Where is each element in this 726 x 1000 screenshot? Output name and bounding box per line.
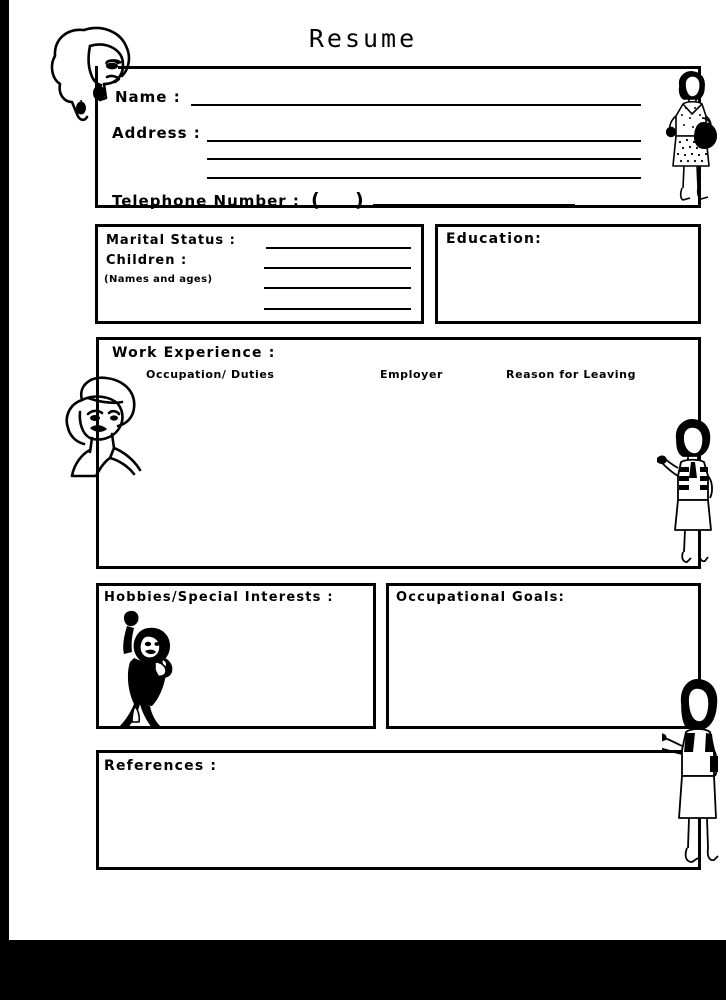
address-input-line-3[interactable]: [207, 177, 641, 179]
children-input-line-3[interactable]: [264, 308, 411, 310]
children-label: Children :: [106, 253, 188, 268]
scan-edge-left: [0, 0, 9, 940]
work-column-occupation-duties: Occupation/ Duties: [146, 368, 275, 381]
marital-status-label: Marital Status :: [106, 233, 236, 248]
address-label: Address :: [112, 124, 201, 142]
references-label: References :: [104, 758, 218, 774]
marital-status-input-line[interactable]: [266, 247, 411, 249]
name-input-line[interactable]: [191, 104, 641, 106]
children-note: (Names and ages): [104, 274, 213, 285]
woman-waving-icon: [655, 418, 719, 566]
work-experience-label: Work Experience :: [112, 345, 276, 361]
work-column-employer: Employer: [380, 368, 444, 381]
woman-head-collar-icon: [52, 372, 152, 490]
woman-face-profile-icon: [44, 22, 140, 127]
address-input-line-1[interactable]: [207, 140, 641, 142]
address-input-line-2[interactable]: [207, 158, 641, 160]
telephone-input-line[interactable]: [373, 204, 575, 206]
children-input-line-2[interactable]: [264, 287, 411, 289]
page-title: Resume: [308, 24, 418, 53]
telephone-area-paren-open: (: [311, 189, 321, 211]
hobbies-label: Hobbies/Special Interests :: [104, 590, 334, 605]
children-input-line-1[interactable]: [264, 267, 411, 269]
occupational-goals-label: Occupational Goals:: [396, 590, 565, 605]
scan-edge-bottom: [0, 940, 726, 1000]
telephone-area-paren-close: ): [355, 189, 365, 211]
name-label: Name :: [115, 88, 181, 106]
dancer-figure-icon: [98, 604, 192, 728]
woman-pointing-icon: [662, 676, 722, 866]
work-column-reason-for-leaving: Reason for Leaving: [506, 368, 637, 381]
education-label: Education:: [446, 231, 542, 247]
telephone-label: Telephone Number :: [112, 192, 300, 210]
woman-walking-handbag-icon: [662, 70, 720, 208]
